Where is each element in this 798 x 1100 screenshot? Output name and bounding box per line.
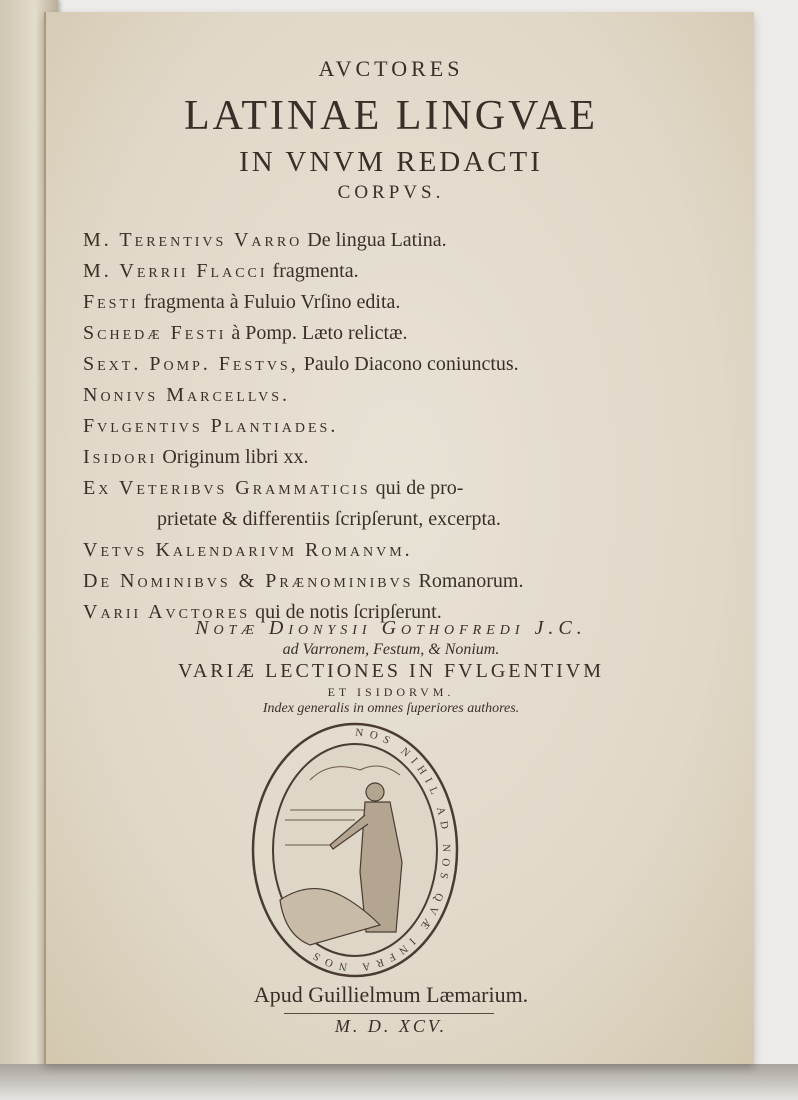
- contents-item: [83, 442, 523, 473]
- contents-item-continuation: [83, 504, 523, 535]
- author: Festi: [83, 291, 139, 313]
- work: Paulo Diacono coniunctus.: [298, 353, 519, 375]
- author: Varii Avctores: [83, 601, 251, 623]
- work: Originum libri xx.: [157, 446, 309, 468]
- contents-item: [83, 380, 523, 411]
- work: fragmenta à Fuluio Vrſino edita.: [138, 291, 401, 313]
- imprint-publisher: Apud Guillielmum Læmarium.: [253, 982, 529, 1007]
- notes-line-4: ET ISIDORVM.: [327, 685, 455, 699]
- imprint-year: M. D. XCV.: [334, 1016, 448, 1036]
- contents-list: [83, 225, 523, 628]
- table-surface: [0, 1064, 798, 1100]
- notes-line-1: Notæ Dionysii Gothofredi J.C.: [195, 617, 587, 639]
- notes-line-5: Index generalis in omnes ſuperiores authores.: [262, 701, 520, 716]
- contents-item: [83, 318, 523, 349]
- work: fragmenta.: [267, 260, 359, 282]
- contents-item: [83, 287, 523, 318]
- author: Fvlgentivs Plantiades.: [83, 415, 339, 437]
- imprint-rule: [284, 1013, 494, 1014]
- emblem-motto: NOS NIHIL AD NOS QVÆ INFRA NOS: [306, 726, 452, 974]
- title-line-4: CORPVS.: [337, 182, 445, 203]
- title-line-1: AVCTORES: [318, 56, 464, 81]
- author: Nonivs Marcellvs.: [83, 384, 291, 406]
- title-line-3: IN VNVM REDACTI: [239, 146, 543, 178]
- author: M. Verrii Flacci: [83, 260, 268, 282]
- author: Sext. Pomp. Festvs,: [83, 353, 299, 375]
- notes-line-3: VARIÆ LECTIONES IN FVLGENTIVM: [177, 660, 605, 682]
- author: M. Terentivs Varro: [83, 229, 303, 251]
- notes-line-2: ad Varronem, Festum, & Nonium.: [282, 641, 500, 658]
- work: prietate & differentiis ſcripſerunt, excerpta.: [157, 508, 501, 530]
- author: Schedæ Festi: [83, 322, 227, 344]
- work: qui de notis ſcripſerunt.: [250, 601, 442, 623]
- title-page: [44, 12, 754, 1064]
- work: Romanorum.: [413, 570, 524, 592]
- author: Vetvs Kalendarivm Romanvm.: [83, 539, 413, 561]
- work: De lingua Latina.: [302, 229, 447, 251]
- printers-device-emblem: [250, 720, 460, 980]
- author: De Nominibvs & Prænominibvs: [83, 570, 414, 592]
- contents-item: [83, 349, 523, 380]
- title-line-2: LATINAE LINGVAE: [184, 93, 598, 139]
- contents-item: [83, 256, 523, 287]
- work: qui de pro-: [370, 477, 464, 499]
- contents-item: [83, 473, 523, 504]
- contents-item: [83, 225, 523, 256]
- contents-item: [83, 535, 523, 566]
- contents-item: [83, 566, 523, 597]
- contents-item: [83, 411, 523, 442]
- work: à Pomp. Læto relictæ.: [226, 322, 408, 344]
- author: Ex Veteribvs Grammaticis: [83, 477, 371, 499]
- author: Isidori: [83, 446, 158, 468]
